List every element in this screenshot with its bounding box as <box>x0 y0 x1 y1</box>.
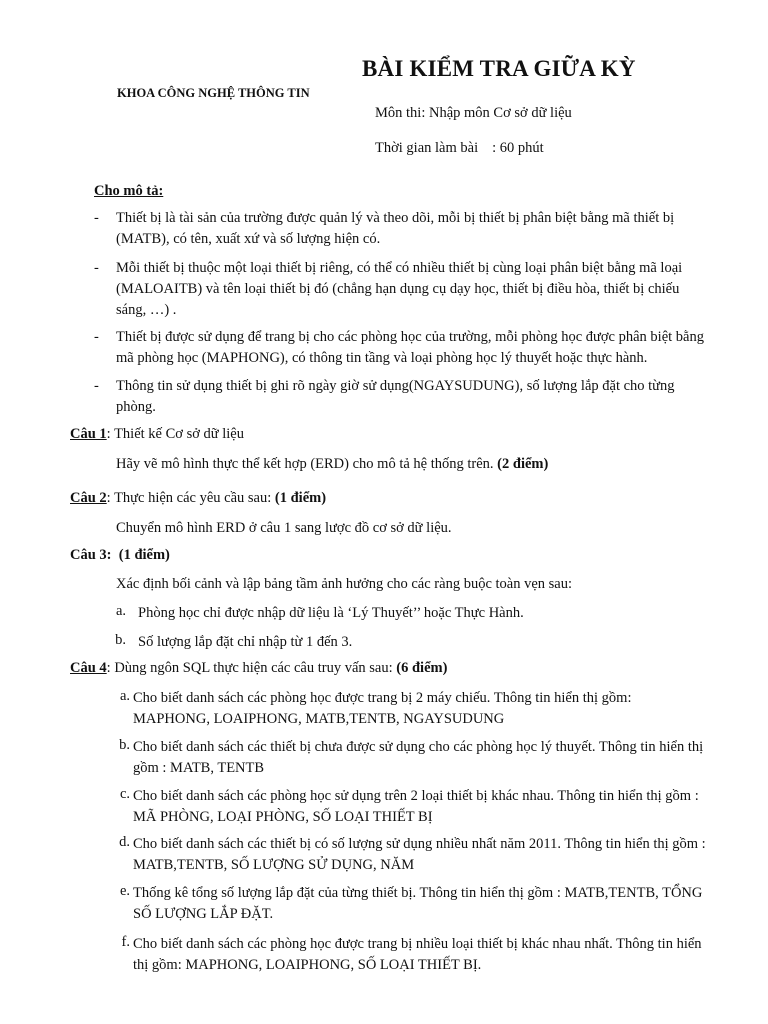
question-3-item: Số lượng lắp đặt chỉ nhập từ 1 đến 3. <box>138 634 353 650</box>
question-2-label: Câu 2 <box>70 490 107 506</box>
question-2-text: : Thực hiện các yêu cầu sau: <box>106 490 272 506</box>
question-4-text: : Dùng ngôn SQL thực hiện các câu truy vấn sau: <box>106 660 393 676</box>
question-2-points: (1 điểm) <box>274 490 327 506</box>
exam-title: BÀI KIỂM TRA GIỮA KỲ <box>362 56 636 81</box>
duration-label: Thời gian làm bài <box>375 140 479 156</box>
question-1-heading <box>70 426 244 443</box>
question-1-body <box>116 454 716 475</box>
question-1-label: Câu 1 <box>70 426 107 442</box>
exam-duration <box>375 140 544 157</box>
question-4-item-label: f. <box>121 934 130 950</box>
description-heading: Cho mô tả: <box>94 183 164 199</box>
question-4-item: Cho biết danh sách các thiết bị có số lượng sử dụng nhiều nhất năm 2011. Thông tin hiển thị gồm : MATB,TENTB, SỐ LƯỢNG SỬ DỤNG, NĂM <box>133 836 706 873</box>
question-3-item-label: a. <box>115 603 126 619</box>
question-1-text: : Thiết kế Cơ sở dữ liệu <box>106 426 244 442</box>
question-1-body-text: Hãy vẽ mô hình thực thể kết hợp (ERD) cho mô tả hệ thống trên. <box>116 456 494 472</box>
question-2-body: Chuyển mô hình ERD ở câu 1 sang lược đồ cơ sở dữ liệu. <box>116 520 452 536</box>
question-4-heading <box>70 660 447 677</box>
question-4-item-label: a. <box>119 688 130 704</box>
question-4-item-label: d. <box>119 834 130 850</box>
question-4-item-label: c. <box>119 786 130 802</box>
bullet-dash: - <box>94 378 99 394</box>
question-4-points: (6 điểm) <box>396 660 448 676</box>
bullet-dash: - <box>94 260 99 276</box>
question-4-item: Cho biết danh sách các thiết bị chưa được sử dụng cho các phòng học lý thuyết. Thông tin hiển thị gồm : MATB, TENTB <box>133 739 704 776</box>
question-3-label: Câu 3: <box>70 547 112 563</box>
question-4-item: Cho biết danh sách các phòng học được trang bị nhiều loại thiết bị khác nhau nhất. Thông tin hiển thị gồm: MAPHONG, LOAIPHONG, SỐ LOẠI THIẾT BỊ. <box>133 936 702 973</box>
duration-value: : 60 phút <box>492 140 544 156</box>
description-item: Thiết bị là tài sản của trường được quản lý và theo dõi, mỗi bị thiết bị phân biệt bằng mã thiết bị (MATB), có tên, xuất xứ và số lượng hiện có. <box>116 210 675 247</box>
question-3-heading <box>70 547 170 564</box>
faculty-name: KHOA CÔNG NGHỆ THÔNG TIN <box>117 86 310 100</box>
bullet-dash: - <box>94 329 99 345</box>
exam-subject: Môn thi: Nhập môn Cơ sở dữ liệu <box>375 105 572 121</box>
question-3-item-label: b. <box>115 632 126 648</box>
description-item: Thiết bị được sử dụng để trang bị cho các phòng học của trường, mỗi phòng học được phân biệt bằng mã phòng học (MAPHONG), có thông tin tầng và loại phòng học lý thuyết hoặc thực hành. <box>116 329 704 366</box>
bullet-dash: - <box>94 210 99 226</box>
question-4-item-label: e. <box>119 883 130 899</box>
description-item: Thông tin sử dụng thiết bị ghi rõ ngày giờ sử dụng(NGAYSUDUNG), số lượng lắp đặt cho từng phòng. <box>116 378 675 415</box>
question-4-item: Cho biết danh sách các phòng học được trang bị 2 máy chiếu. Thông tin hiển thị gồm: MAPHONG, LOAIPHONG, MATB,TENTB, NGAYSUDUNG <box>133 690 632 727</box>
question-4-item: Thống kê tổng số lượng lắp đặt của từng thiết bị. Thông tin hiển thị gồm : MATB,TENTB, TỔNG SỐ LƯỢNG LẮP ĐẶT. <box>133 885 703 922</box>
question-3-item: Phòng học chỉ được nhập dữ liệu là ‘Lý Thuyết’’ hoặc Thực Hành. <box>138 605 524 621</box>
question-4-item-label: b. <box>119 737 130 753</box>
question-1-points: (2 điểm) <box>497 456 549 472</box>
question-2-heading <box>70 490 326 507</box>
question-3-body: Xác định bối cảnh và lập bảng tầm ảnh hưởng cho các ràng buộc toàn vẹn sau: <box>116 576 573 592</box>
question-4-label: Câu 4 <box>70 660 107 676</box>
question-3-points: (1 điểm) <box>118 547 170 563</box>
question-4-item: Cho biết danh sách các phòng học sử dụng trên 2 loại thiết bị khác nhau. Thông tin hiển thị gồm : MÃ PHÒNG, LOẠI PHÒNG, SỐ LOẠI THIẾT BỊ <box>133 788 699 825</box>
description-item: Mỗi thiết bị thuộc một loại thiết bị riêng, có thể có nhiều thiết bị cùng loại phân biệt bằng mã loại (MALOAITB) và tên loại thiết bị đó (chẳng hạn dụng cụ dạy học, thiết bị điều hòa, thiết bị chiếu sáng, …) . <box>116 260 683 318</box>
